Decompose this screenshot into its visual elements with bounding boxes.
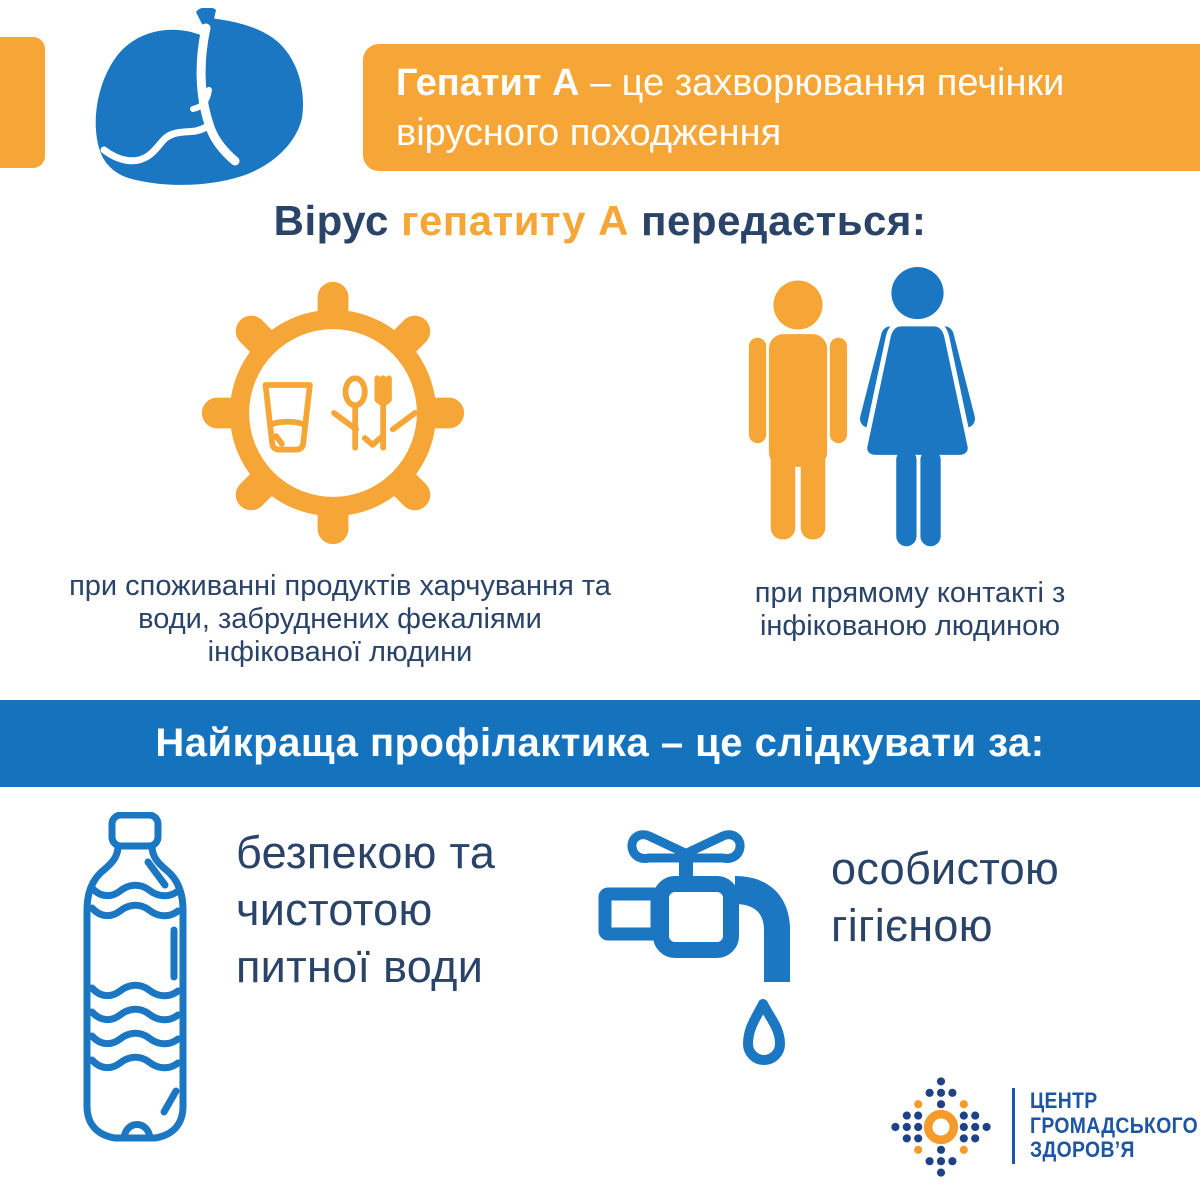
caption-direct-contact: при прямому контакті з інфікованою людиною — [754, 577, 1066, 642]
dots-burst-logo-icon — [884, 1070, 998, 1189]
water-drop-icon — [748, 1004, 780, 1060]
header-banner-line1: Гепатит А – це захворювання печінки — [396, 61, 1065, 104]
header-accent-bar — [0, 37, 45, 168]
caption-food-water: при споживанні продуктів харчування та води, забруднених фекаліями інфікованої людини — [69, 570, 611, 668]
logo-divider — [1012, 1088, 1015, 1164]
woman-icon — [845, 266, 990, 558]
transmission-heading: Вірус гепатиту А передається: — [273, 197, 927, 244]
water-bottle-icon — [80, 812, 190, 1147]
liver-icon — [90, 8, 312, 191]
prevention-banner: Найкраща профілактика – це слідкувати за: — [0, 700, 1200, 787]
logo-wordmark: ЦЕНТР ГРОМАДСЬКОГО ЗДОРОВ’Я — [1030, 1088, 1199, 1162]
header-banner-title: Гепатит А — [396, 61, 580, 104]
header-banner-line2: вірусного походження — [396, 111, 782, 154]
virus-food-water-icon — [198, 278, 468, 553]
faucet-icon — [597, 828, 797, 1083]
prevention-item-water: безпекою та чистотою питної води — [236, 827, 496, 992]
header-banner — [363, 44, 1200, 171]
heading-highlight: гепатиту А — [401, 197, 630, 244]
prevention-item-hygiene: особистою гігієною — [831, 843, 1060, 951]
man-icon — [748, 270, 848, 555]
